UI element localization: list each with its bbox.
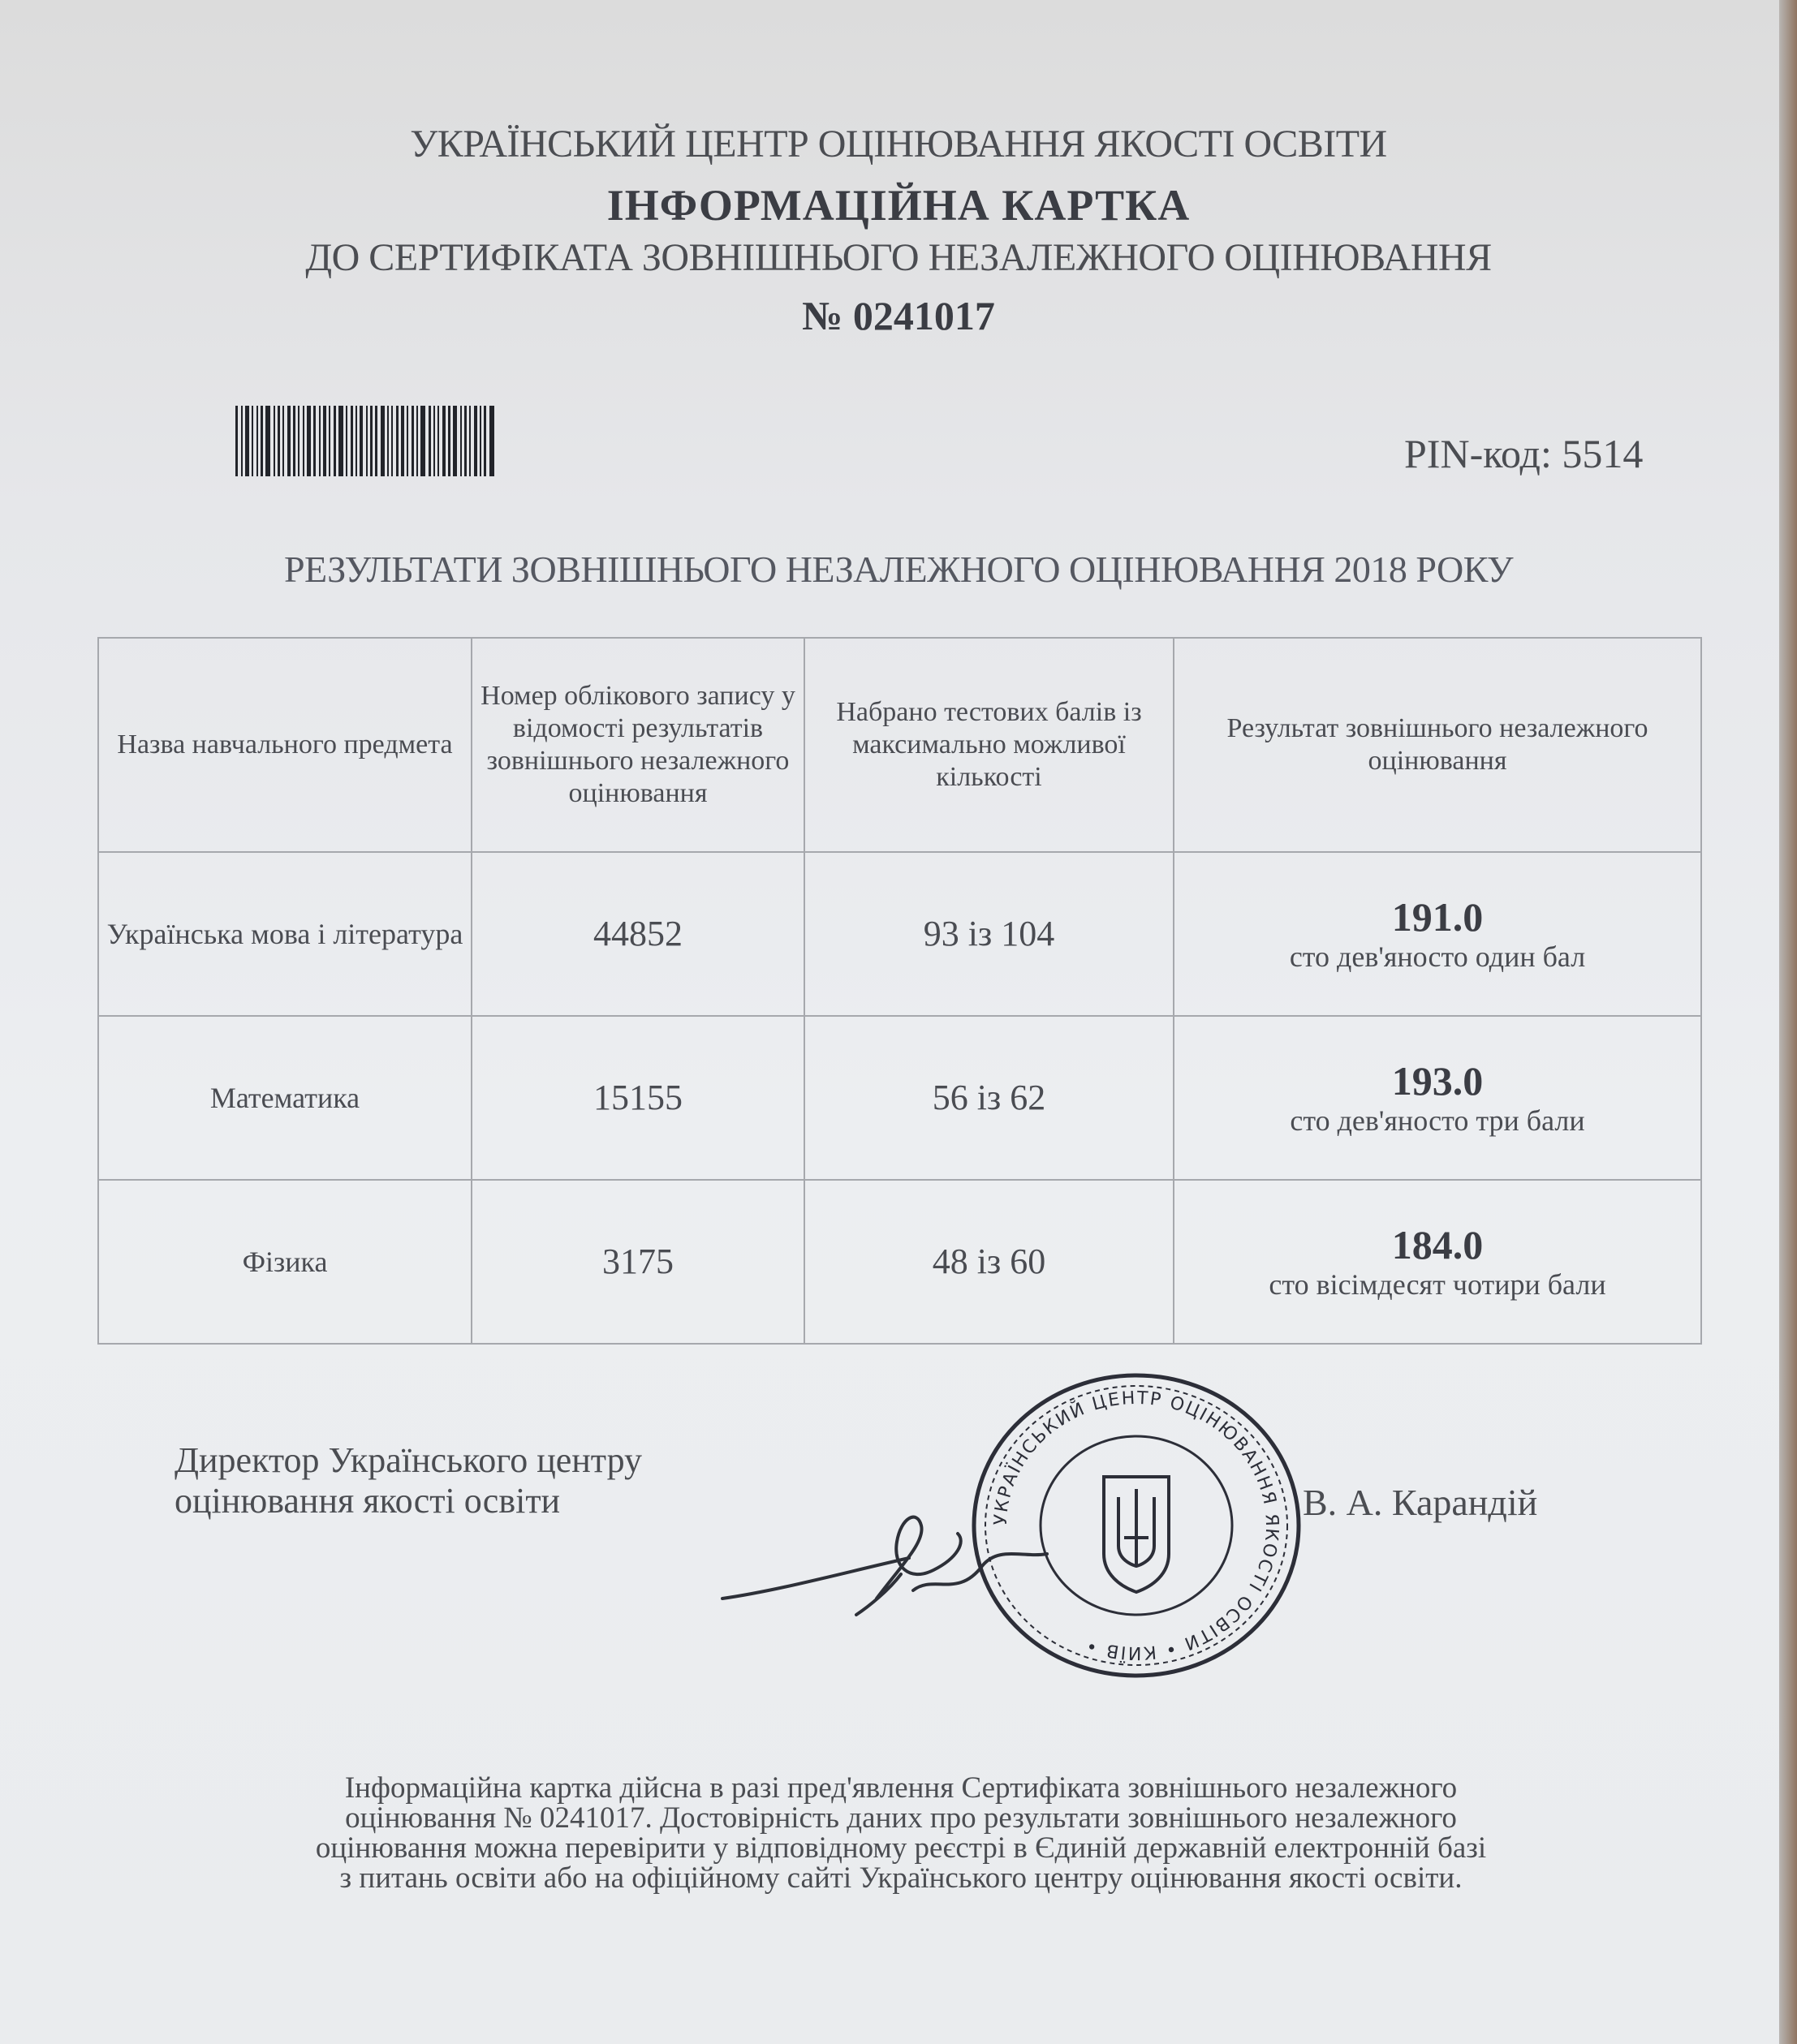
record-cell: 15155 bbox=[472, 1016, 804, 1180]
organization-name: УКРАЇНСЬКИЙ ЦЕНТР ОЦІНЮВАННЯ ЯКОСТІ ОСВІТИ bbox=[410, 123, 1387, 166]
barcode-bar bbox=[474, 406, 477, 476]
document-title: ІНФОРМАЦІЙНА КАРТКА bbox=[606, 181, 1191, 230]
barcode-bar bbox=[437, 406, 439, 476]
barcode-bar bbox=[261, 406, 263, 476]
barcode-bar bbox=[256, 406, 258, 476]
subject-cell: Українська мова і література bbox=[98, 852, 472, 1016]
barcode-bar bbox=[319, 406, 321, 476]
barcode-bar bbox=[252, 406, 253, 476]
barcode-bar bbox=[278, 406, 280, 476]
barcode-bar bbox=[375, 406, 377, 476]
barcode-bar bbox=[391, 406, 393, 476]
barcode-bar bbox=[387, 406, 389, 476]
points-cell: 48 із 60 bbox=[804, 1180, 1174, 1344]
barcode-bar bbox=[245, 406, 249, 476]
score-value: 193.0 bbox=[1391, 1058, 1484, 1104]
director-title-line: Директор Українського центру bbox=[175, 1440, 642, 1480]
barcode-bar bbox=[274, 406, 275, 476]
document-subtitle: ДО СЕРТИФІКАТА ЗОВНІШНЬОГО НЕЗАЛЕЖНОГО ОЦІНЮВАННЯ bbox=[305, 236, 1492, 279]
barcode-bar bbox=[464, 406, 467, 476]
column-header-points: Набрано тестових балів із максимально можливої кількості bbox=[804, 638, 1174, 852]
score-value: 184.0 bbox=[1391, 1222, 1484, 1267]
barcode-bar bbox=[323, 406, 326, 476]
barcode-bar bbox=[360, 406, 363, 476]
barcode-bar bbox=[282, 406, 284, 476]
barcode-bar bbox=[293, 406, 295, 476]
footer-line: оцінювання можна перевірити у відповідному реєстрі в Єдиній державній електронній базі bbox=[315, 1831, 1487, 1865]
table-row bbox=[98, 1016, 1701, 1180]
barcode-bar bbox=[489, 406, 494, 476]
barcode-bar bbox=[351, 406, 353, 476]
results-title: РЕЗУЛЬТАТИ ЗОВНІШНЬОГО НЕЗАЛЕЖНОГО ОЦІНЮВАННЯ 2018 РОКУ bbox=[283, 549, 1514, 590]
pin-code: PIN-код: 5514 bbox=[1404, 431, 1644, 476]
barcode-bar bbox=[346, 406, 347, 476]
score-words: сто дев'яносто три бали bbox=[1290, 1104, 1585, 1137]
results-table bbox=[97, 637, 1702, 1345]
barcode-bar bbox=[265, 406, 270, 476]
barcode-bar bbox=[356, 406, 357, 476]
points-cell: 93 із 104 bbox=[804, 852, 1174, 1016]
coat-of-arms-icon bbox=[1104, 1477, 1169, 1592]
barcode-icon bbox=[235, 406, 532, 476]
barcode-bar bbox=[407, 406, 408, 476]
barcode-bar bbox=[453, 406, 457, 476]
score-value: 191.0 bbox=[1391, 894, 1484, 940]
record-cell: 44852 bbox=[472, 852, 804, 1016]
barcode-bar bbox=[412, 406, 414, 476]
barcode-bar bbox=[460, 406, 462, 476]
column-header-result: Результат зовнішнього незалежного оцінювання bbox=[1174, 638, 1701, 852]
director-title bbox=[175, 1440, 642, 1521]
table-header-row bbox=[98, 638, 1701, 852]
barcode-bar bbox=[480, 406, 481, 476]
barcode-bar bbox=[298, 406, 300, 476]
barcode-bar bbox=[396, 406, 399, 476]
footer-line: Інформаційна картка дійсна в разі пред'явлення Сертифіката зовнішнього незалежного bbox=[344, 1771, 1458, 1805]
barcode-bar bbox=[442, 406, 446, 476]
barcode-bar bbox=[307, 406, 311, 476]
barcode-bar bbox=[329, 406, 330, 476]
barcode-bar bbox=[484, 406, 486, 476]
barcode-bar bbox=[287, 406, 291, 476]
footer-note bbox=[162, 1773, 1640, 1893]
column-header-subject: Назва навчального предмета bbox=[98, 638, 472, 852]
barcode-bar bbox=[469, 406, 471, 476]
subject-cell: Математика bbox=[98, 1016, 472, 1180]
barcode-bar bbox=[401, 406, 404, 476]
table-row bbox=[98, 852, 1701, 1016]
barcode-bar bbox=[241, 406, 243, 476]
barcode-bar bbox=[381, 406, 385, 476]
barcode-bar bbox=[303, 406, 304, 476]
document-number: № 0241017 bbox=[802, 293, 995, 338]
director-name: В. А. Карандій bbox=[1303, 1482, 1538, 1523]
barcode-bar bbox=[235, 406, 238, 476]
score-words: сто вісімдесят чотири бали bbox=[1269, 1268, 1606, 1301]
table-row bbox=[98, 1180, 1701, 1344]
seal-ring-text: УКРАЇНСЬКИЙ ЦЕНТР ОЦІНЮВАННЯ ЯКОСТІ ОСВІТИ • КИЇВ • bbox=[990, 1388, 1282, 1663]
column-header-record: Номер облікового запису у відомості результатів зовнішнього незалежного оцінювання bbox=[472, 638, 804, 852]
record-cell: 3175 bbox=[472, 1180, 804, 1344]
result-cell bbox=[1174, 852, 1701, 1016]
barcode-bar bbox=[313, 406, 316, 476]
barcode-bar bbox=[334, 406, 336, 476]
barcode-bar bbox=[448, 406, 450, 476]
barcode-bar bbox=[370, 406, 373, 476]
subject-cell: Фізика bbox=[98, 1180, 472, 1344]
footer-line: оцінювання № 0241017. Достовірність даних про результати зовнішнього незалежного bbox=[345, 1801, 1457, 1835]
barcode-bar bbox=[429, 406, 431, 476]
director-title-line: оцінювання якості освіти bbox=[175, 1481, 561, 1521]
points-cell: 56 із 62 bbox=[804, 1016, 1174, 1180]
footer-line: з питань освіти або на офіційному сайті Українського центру оцінювання якості освіти. bbox=[339, 1861, 1463, 1895]
barcode-bar bbox=[433, 406, 435, 476]
barcode-bar bbox=[338, 406, 343, 476]
official-seal bbox=[958, 1363, 1315, 1688]
barcode-bar bbox=[416, 406, 418, 476]
barcode-bar bbox=[366, 406, 368, 476]
barcode-bar bbox=[420, 406, 425, 476]
result-cell bbox=[1174, 1180, 1701, 1344]
score-words: сто дев'яносто один бал bbox=[1289, 940, 1586, 973]
result-cell bbox=[1174, 1016, 1701, 1180]
